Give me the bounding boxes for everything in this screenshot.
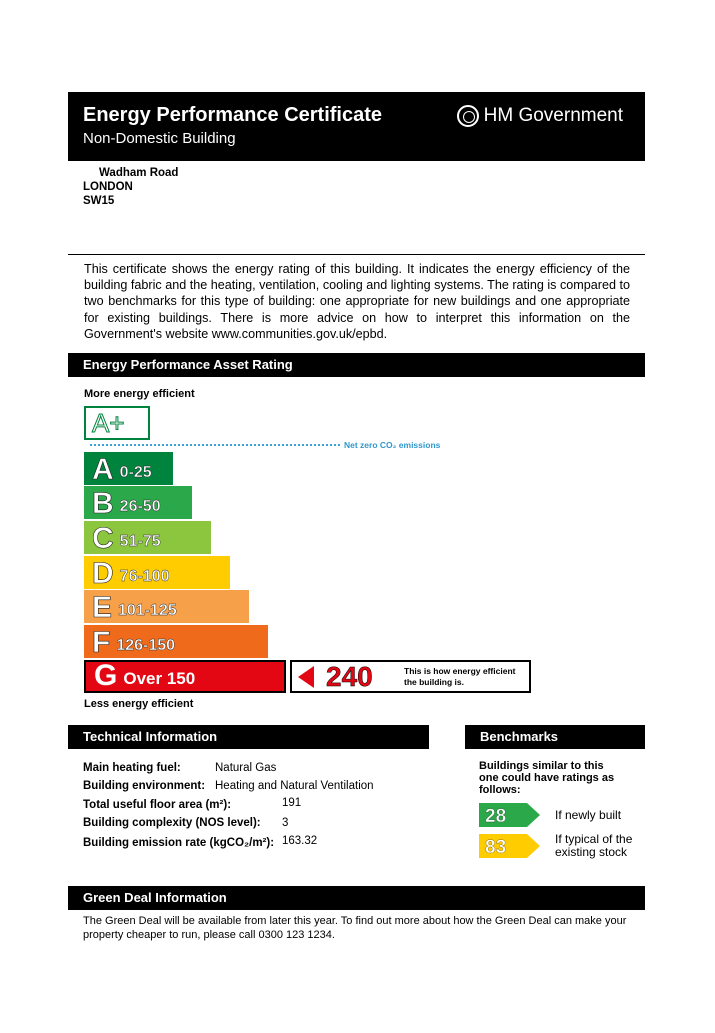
green-deal-heading: Green Deal Information	[68, 886, 645, 910]
benchmarks-intro: Buildings similar to this one could have ratings as follows:	[479, 760, 615, 796]
band-aplus: A+	[84, 406, 150, 440]
band-a	[84, 452, 173, 485]
tech-value-complexity: 3	[282, 817, 289, 829]
benchmark-typical-value: 83	[485, 837, 507, 858]
address-line-street: Wadham Road	[99, 167, 179, 179]
benchmark-typical-arrow	[479, 834, 541, 858]
tech-row-complexity	[83, 817, 261, 829]
tech-value-floor-area: 191	[282, 797, 302, 809]
tech-row-environment	[83, 780, 205, 792]
band-letter: E	[92, 591, 113, 624]
band-letter: A	[92, 453, 114, 486]
address-line-postcode: SW15	[83, 195, 115, 207]
rating-caption	[404, 666, 515, 688]
certificate-subtitle: Non-Domestic Building	[83, 130, 236, 147]
band-letter: G	[94, 659, 118, 692]
green-deal-text: The Green Deal will be available from later this year. To find out more about how the Green Deal can make your property cheaper to run, please call 0300 123 1234.	[83, 915, 627, 941]
certificate-title: Energy Performance Certificate	[83, 104, 383, 126]
band-range: Over 150	[123, 669, 196, 688]
more-efficient-label: More energy efficient	[84, 388, 195, 400]
rating-caption-line-2: the building is.	[404, 677, 464, 687]
tech-label: Building environment:	[83, 780, 206, 792]
building-rating-box	[290, 660, 531, 693]
hm-government-logo	[457, 105, 623, 127]
tech-label: Main heating fuel:	[83, 762, 181, 774]
band-range: 26-50	[119, 498, 161, 515]
certificate-intro: This certificate shows the energy rating of this building. It indicates the energy efficiency of the building fabric and the heating, ventilation, cooling and lighting systems. The rating is compared to two benchmarks for this type of building: one appropriate for new buildings and one appropriate for existing buildings. There is more advice on how to interpret this information on the Government's website www.communities.gov.uk/epbd.	[84, 262, 630, 341]
tech-label: Building complexity (NOS level):	[83, 817, 261, 829]
tech-row-heating-fuel	[83, 762, 181, 774]
band-letter: C	[92, 522, 114, 555]
tech-row-floor-area	[83, 799, 231, 811]
rating-pointer-icon	[298, 666, 314, 688]
benchmark-new-label: If newly built	[555, 808, 622, 822]
band-e	[84, 590, 249, 623]
band-f	[84, 625, 268, 658]
royal-crest-icon	[457, 105, 479, 127]
tech-value-emission-rate: 163.32	[282, 835, 318, 847]
tech-value-heating-fuel: Natural Gas	[215, 762, 277, 774]
band-d	[84, 556, 230, 589]
asset-rating-heading: Energy Performance Asset Rating	[68, 353, 645, 377]
rating-value: 240	[326, 661, 373, 692]
band-range: 51-75	[119, 533, 161, 550]
benchmark-new-arrow	[479, 803, 541, 827]
less-efficient-label: Less energy efficient	[84, 698, 194, 710]
band-g	[84, 660, 286, 693]
net-zero-label: Net zero CO₂ emissions	[344, 440, 441, 450]
band-b	[84, 486, 192, 519]
tech-label: Building emission rate (kgCO₂/m²):	[83, 837, 275, 849]
tech-row-emission-rate	[83, 837, 274, 849]
benchmarks-heading: Benchmarks	[465, 725, 645, 749]
certificate-header	[68, 92, 645, 161]
hm-government-label: HM Government	[483, 105, 623, 126]
benchmark-new-value: 28	[485, 806, 507, 827]
tech-value-environment: Heating and Natural Ventilation	[215, 780, 374, 792]
band-range: 76-100	[119, 568, 170, 585]
band-letter: B	[92, 487, 114, 520]
tech-label: Total useful floor area (m²):	[83, 799, 232, 811]
band-range: 101-125	[118, 602, 177, 619]
technical-info-heading: Technical Information	[68, 725, 429, 749]
band-letter: D	[92, 557, 114, 590]
address-line-city: LONDON	[83, 181, 133, 193]
band-range: 126-150	[116, 637, 176, 654]
benchmark-typical-label: If typical of the existing stock	[555, 832, 633, 859]
band-range: 0-25	[119, 464, 152, 481]
band-c	[84, 521, 211, 554]
rating-caption-line-1: This is how energy efficient	[404, 666, 516, 676]
net-zero-line	[90, 444, 340, 446]
divider	[68, 254, 645, 255]
band-letter: F	[92, 626, 111, 659]
